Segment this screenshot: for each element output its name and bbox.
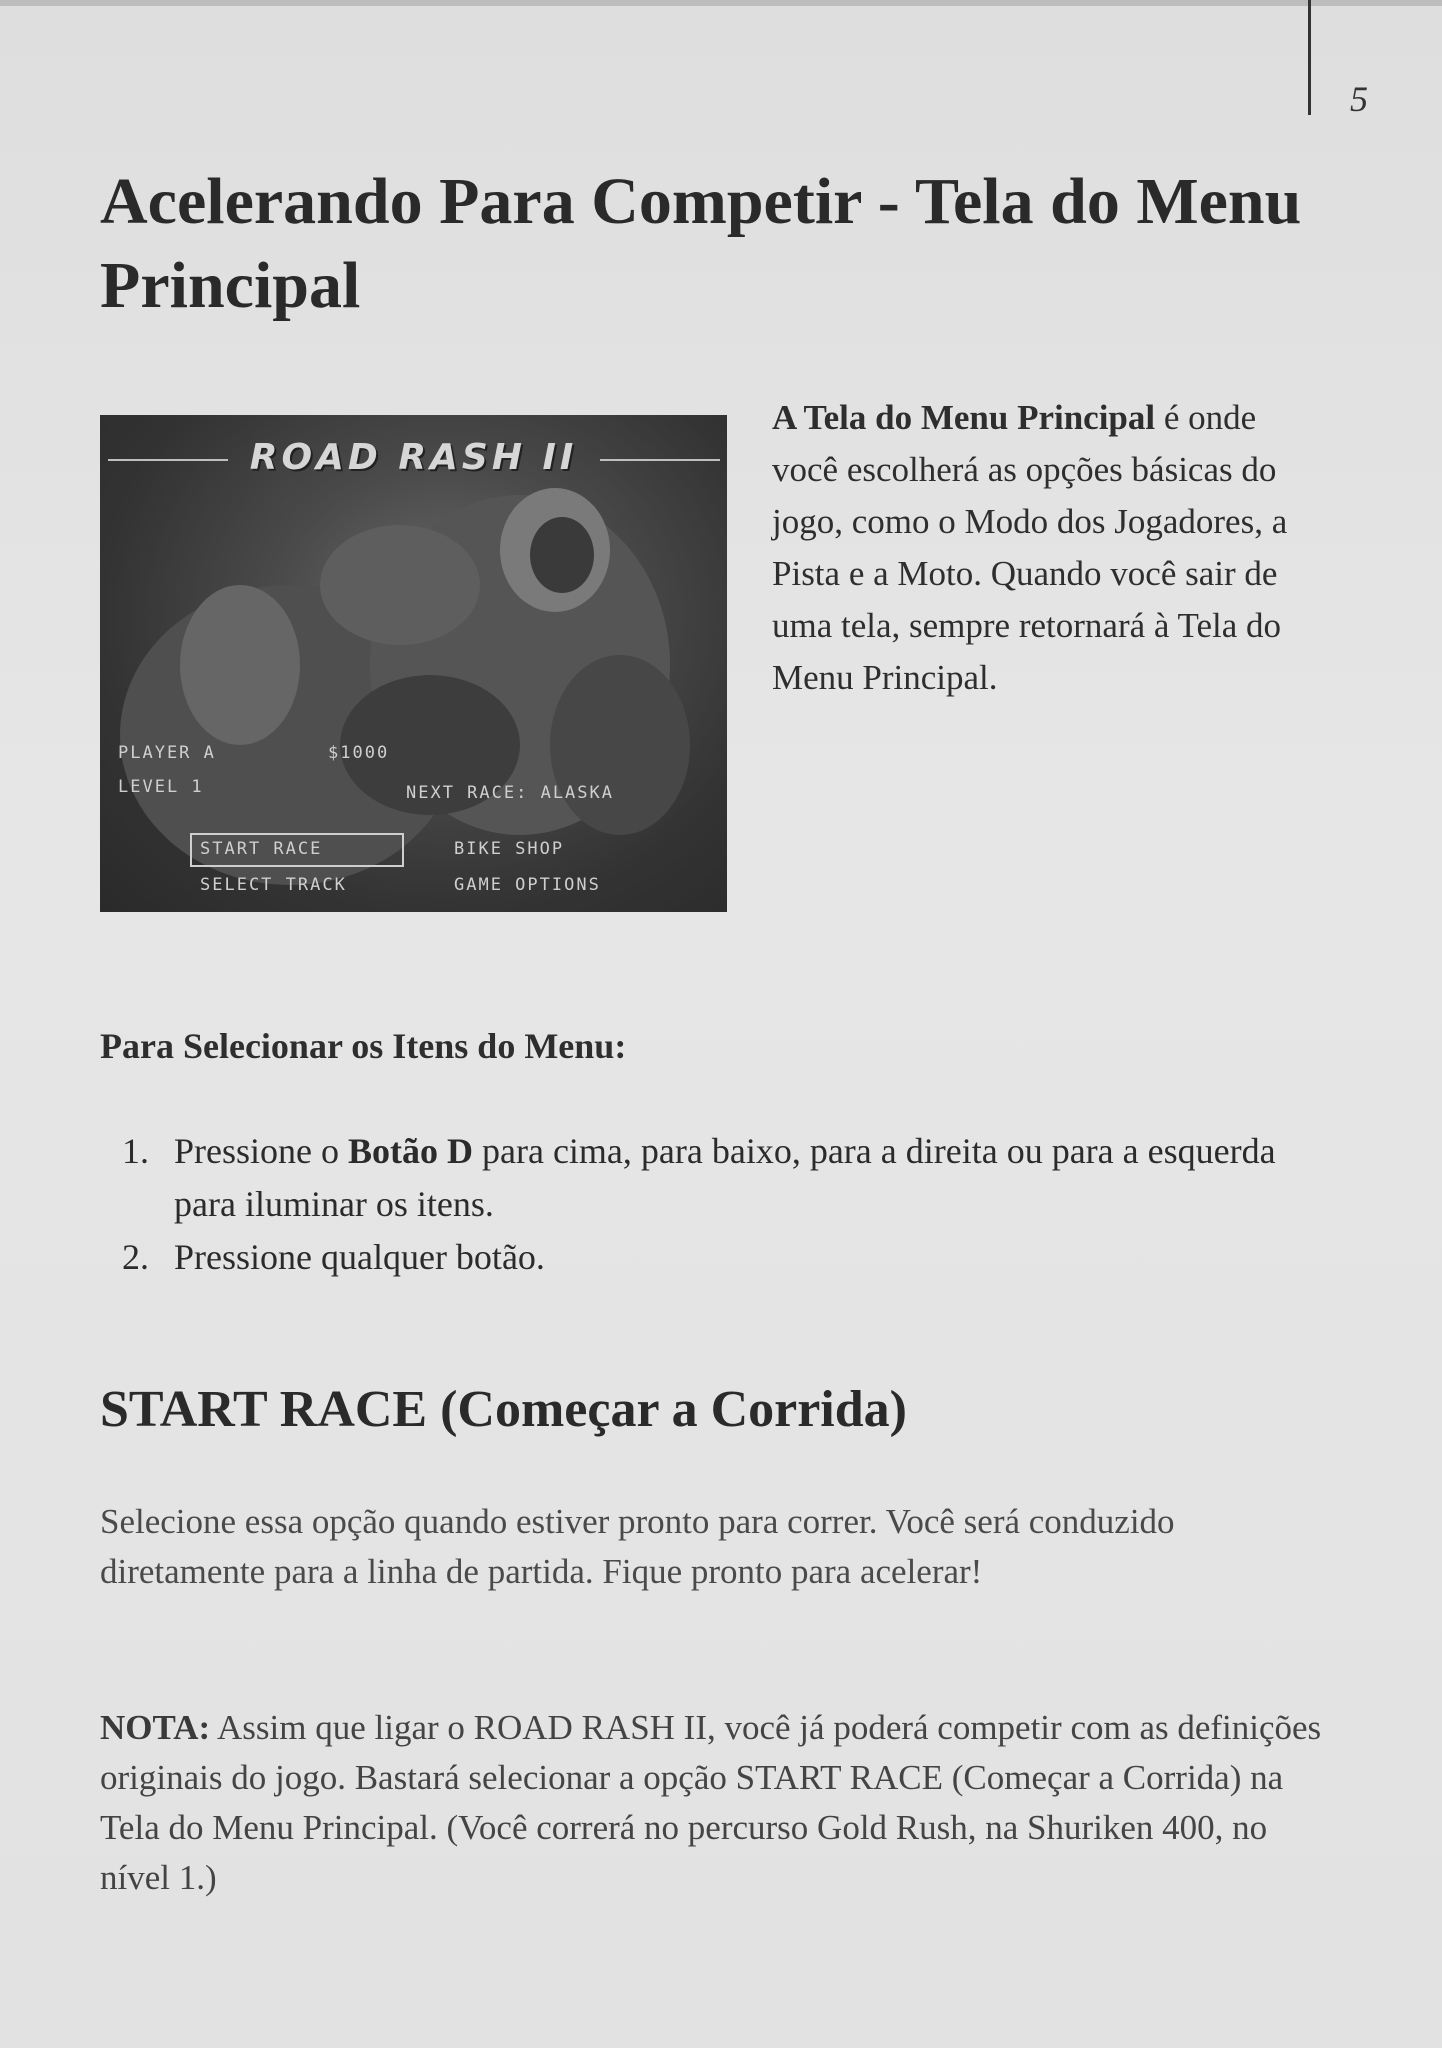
money-value: $1000 [328, 743, 390, 763]
intro-paragraph [772, 392, 1320, 704]
step-text: Pressione o [174, 1131, 348, 1171]
game-title: ROAD RASH II [249, 437, 578, 478]
start-race-heading: START RACE (Começar a Corrida) [100, 1381, 907, 1438]
margin-rule [1308, 0, 1311, 115]
step-number: 1. [122, 1131, 149, 1171]
intro-text: é onde você escolherá as opções básicas do jogo, como o Modo dos Jogadores, a Pista e a Moto. Quando você sair de uma tela, sempre retornará à Tela do Menu Principal. [772, 398, 1288, 697]
page-number: 5 [1350, 79, 1368, 119]
step-number: 2. [122, 1237, 149, 1277]
note-paragraph [100, 1703, 1340, 1903]
game-menu-screenshot [100, 415, 727, 912]
list-item [100, 1125, 1340, 1231]
select-items-heading: Para Selecionar os Itens do Menu: [100, 1026, 627, 1066]
step-text-rest: para cima, para baixo, para a direita ou para a esquerda para iluminar os itens. [174, 1131, 1276, 1224]
page-title: Acelerando Para Competir - Tela do Menu Principal [100, 165, 1302, 322]
note-text: Assim que ligar o ROAD RASH II, você já poderá competir com as definições originais do jogo. Bastará selecionar a opção START RACE (Começar a Corrida) na Tela do Menu Principal. (Você correrá no percurso Gold Rush, na Shuriken 400, no nível 1.) [100, 1708, 1322, 1897]
start-race-paragraph: Selecione essa opção quando estiver pronto para correr. Você será conduzido diretamente para a linha de partida. Fique pronto para acelerar! [100, 1502, 1175, 1591]
menu-select-track: SELECT TRACK [200, 875, 347, 895]
page-top-edge [0, 0, 1442, 6]
menu-bike-shop: BIKE SHOP [454, 839, 565, 859]
list-item [100, 1231, 1340, 1284]
note-label: NOTA: [100, 1708, 211, 1747]
step-text: Pressione qualquer botão. [174, 1237, 545, 1277]
level-label: LEVEL 1 [118, 777, 204, 797]
player-label: PLAYER A [118, 743, 216, 763]
step-bold: Botão D [348, 1131, 473, 1171]
next-race-label: NEXT RACE: ALASKA [406, 783, 614, 803]
steps-list [100, 1125, 1340, 1284]
intro-bold: A Tela do Menu Principal [772, 398, 1156, 437]
menu-game-options: GAME OPTIONS [454, 875, 601, 895]
menu-start-race: START RACE [200, 839, 323, 859]
